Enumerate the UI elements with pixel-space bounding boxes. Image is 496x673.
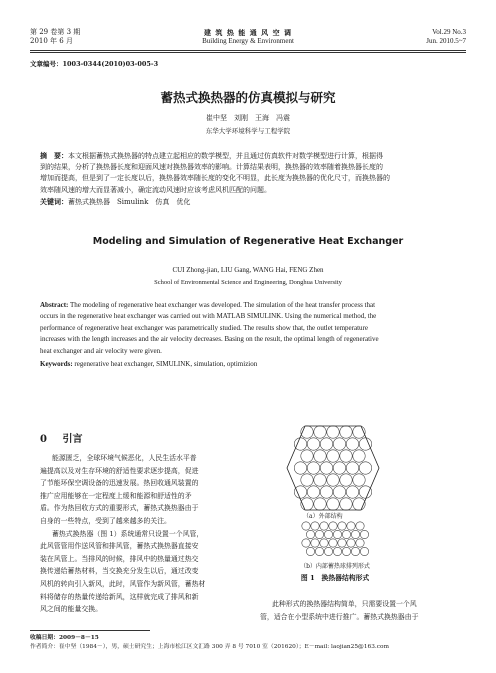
packed-sphere [320,539,328,547]
body-line: 了节能环保空调设备的迅速发展。热回收通风装置的 [40,479,199,488]
footnote [30,634,470,651]
storage-sphere [327,474,339,486]
body-line: 蓄热式换热器（图 1）系统通常只设置一个风管， [52,529,204,538]
abstract-en-line-1: Abstract: The modeling of regenerative heat exchanger was developed. The simulation of the heat transfer process that [40,301,376,309]
body-line: 盾。作为热回收方式的重要形式，蓄热式换热器由于 [40,504,199,513]
packed-sphere [338,539,346,547]
packed-sphere [311,522,319,530]
packed-sphere [329,522,337,530]
packed-sphere [306,530,314,538]
keywords-en: Keywords: regenerative heat exchanger, SIMULINK, simulation, optimizion [40,360,258,369]
packed-sphere [311,539,319,547]
section-number: 0 [40,434,47,445]
body-line: 能源匮乏，全球环境气候恶化，人民生活水平普 [52,454,197,462]
figure-caption: 图 1 换热器结构形式 [300,574,370,582]
storage-sphere [314,474,326,486]
abstract-cn-line-4: 效率随风速的增大而显著减小，确定流动风速时应该考虑风机匹配的问题。 [40,185,271,194]
issue-info [30,28,80,46]
storage-sphere [320,486,332,498]
storage-sphere [359,486,371,498]
packed-sphere [360,530,368,538]
figure-internal-arrangement [300,520,370,560]
storage-sphere [333,462,345,474]
storage-sphere [314,426,326,438]
storage-sphere [307,462,319,474]
storage-sphere [333,438,345,450]
paper-title-en: Modeling and Simulation of Regenerative Heat Exchanger [92,236,404,247]
packed-sphere [351,530,359,538]
packed-sphere [360,547,368,555]
storage-sphere [327,450,339,462]
volume-cn: 第 29 卷第 3 期 [30,28,81,36]
section-title: 引言 [62,434,83,445]
abstract-cn-line-2: 到的结果，分析了换热器长度和迎面风速对换热器效率的影响。计算结果表明，换热器的效率随着换热器长度的 [40,163,383,172]
abstract-en-line-5: heat exchanger and air velocity were given. [40,346,162,355]
figure-external-structure [285,422,381,514]
figure-sub-a: （a）外部结构 [303,513,343,520]
volume-en: Vol.29 No.3 [432,28,466,36]
body-left-column [40,452,236,616]
packed-sphere [347,539,355,547]
storage-sphere [340,474,352,486]
packed-sphere [329,539,337,547]
packed-sphere [315,530,323,538]
storage-sphere [333,486,345,498]
packed-sphere [356,539,364,547]
hexagon-outline [287,426,379,510]
storage-sphere [301,450,313,462]
authors-en: CUI Zhong-jian, LIU Gang, WANG Hai, FENG Zhen [172,266,324,274]
body-line: 风机的转向引入新风，此时，风管作为新风管，蓄热材 [40,579,206,588]
packed-sphere [356,522,364,530]
storage-sphere [320,462,332,474]
abstract-cn-line-1: 摘 要：本文根据蓄热式换热器的特点建立起相应的数学模型，并且通过仿真软件对数学模型进行计算，根据得 [40,151,383,160]
storage-sphere [353,450,365,462]
storage-sphere [340,450,352,462]
paper-title-cn: 蓄热式换热器的仿真模拟与研究 [160,90,336,105]
body-line: 风之间的能量交换。 [40,605,103,614]
storage-sphere [301,474,313,486]
authors-cn: 崔中坚 刘刚 王海 冯震 [206,114,290,122]
packed-sphere [324,530,332,538]
storage-sphere [340,426,352,438]
packed-sphere [320,522,328,530]
packed-sphere [347,522,355,530]
packed-sphere [324,547,332,555]
abstract-en-line-2: occurs in the regenerative heat exchanger was carried out with MATLAB SIMULINK. Using the numerical method, the [40,312,377,321]
storage-sphere [359,438,371,450]
journal-en: Building Energy & Environment [202,37,294,45]
header-rule-2 [30,52,466,53]
body-line: 推广应用能够在一定程度上缓和能源和舒适性的矛 [40,491,192,500]
body-line: 此种形式的换热器结构简单，只需要设置一个风 [272,600,417,608]
storage-sphere [327,498,339,510]
storage-sphere [294,486,306,498]
figure-sub-b: （b）内部蓄热球排列形式 [300,563,370,570]
packed-sphere [351,547,359,555]
issue-info-en [426,28,466,46]
storage-sphere [327,426,339,438]
packed-sphere [333,547,341,555]
storage-sphere [346,486,358,498]
storage-sphere [294,462,306,474]
abstract-cn [40,150,460,208]
body-right-column [260,598,460,623]
header-rule [30,50,466,51]
abstract-cn-line-3: 增加而提高，但是到了一定长度以后，换热器效率随长度的变化不明显，此长度为换热器的优化尺寸，而换热器的 [40,174,390,183]
journal-cn: 建 筑 热 能 通 风 空 调 [203,28,293,37]
affiliation-cn: 东华大学环境科学与工程学院 [205,127,291,135]
storage-sphere [353,474,365,486]
packed-sphere [306,547,314,555]
storage-sphere [314,498,326,510]
date-cn: 2010 年 6 月 [30,37,73,45]
body-line: 自身的一些特点，受到了越来越多的关注。 [40,516,171,525]
storage-sphere [346,438,358,450]
author-bio: 作者简介：崔中坚（1984－），男，硕士研究生；上海市松江区文汇路 300 弄 8 号 7010 室（201620）；E－mail: laojian25@163.com [30,643,389,650]
storage-sphere [340,498,352,510]
packed-sphere [333,530,341,538]
storage-sphere [294,438,306,450]
footnote-rule [30,630,150,631]
body-line: 此风管管用作送风管和排风管，蓄热式换热器直接安 [40,542,199,551]
affiliation-en: School of Environmental Science and Engineering, Donghua University [154,279,342,286]
storage-sphere [359,462,371,474]
body-line: 料将储存的热量传递给新风，这样就完成了排风和新 [40,592,199,601]
packed-sphere [342,530,350,538]
abstract-en-line-4: increases with the length increases and the air velocity decreases. Basing on the result, the optimal length of regenerative [40,335,379,344]
date-en: Jun. 2010.5~7 [426,37,466,45]
packed-sphere [338,522,346,530]
storage-sphere [307,486,319,498]
storage-sphere [314,450,326,462]
packed-sphere [342,547,350,555]
abstract-en-line-3: performance of regenerative heat exchanger was parametrically studied. The results show that, the outlet temperature [40,323,368,332]
section-heading [40,430,82,445]
journal-name [160,28,336,46]
storage-sphere [346,462,358,474]
packed-sphere [302,522,310,530]
storage-sphere [307,438,319,450]
body-line: 遍提高以及对生存环境的舒适性要求逐步提高，促进 [40,466,199,475]
received-date: 收稿日期：2009－8－15 [30,635,99,641]
body-line: 换传递给蓄热材料，当交换充分发生以后，通过改变 [40,567,199,576]
body-line: 管，适合在小型系统中进行推广。蓄热式换热器由于 [260,612,419,621]
body-line: 装在风管上。当排风的时候，排风中的热量通过热交 [40,554,199,563]
abstract-en [40,300,460,370]
article-number: 文章编号：1003-0344(2010)03-005-3 [30,60,159,68]
storage-sphere [320,438,332,450]
packed-sphere [315,547,323,555]
keywords-cn: 关键词：蓄热式换热器 Simulink 仿真 优化 [40,196,191,206]
packed-sphere [302,539,310,547]
